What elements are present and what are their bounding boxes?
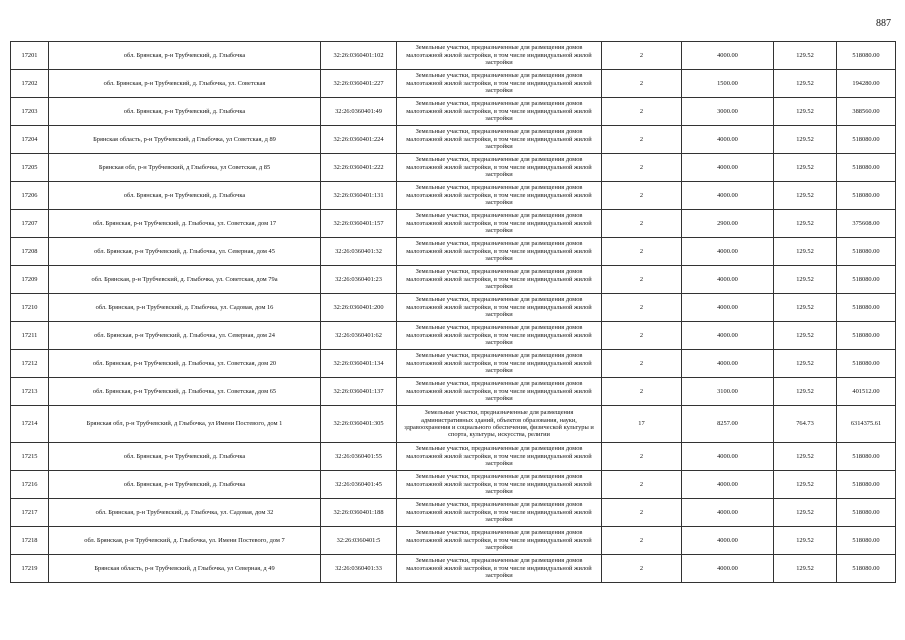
specific-value-cell: 129.52 xyxy=(774,443,837,471)
specific-value-cell: 129.52 xyxy=(774,238,837,266)
group-code-cell: 2 xyxy=(602,322,682,350)
cadastral-value-cell: 194280.00 xyxy=(837,70,896,98)
specific-value-cell: 129.52 xyxy=(774,527,837,555)
group-code-cell: 2 xyxy=(602,210,682,238)
cadastral-number-cell: 32:26:0360401:102 xyxy=(321,42,397,70)
table-row xyxy=(11,350,896,378)
table-row xyxy=(11,378,896,406)
cadastral-number-cell: 32:26:0360401:32 xyxy=(321,238,397,266)
row-id-cell: 17213 xyxy=(11,378,49,406)
table-row xyxy=(11,70,896,98)
table-row xyxy=(11,210,896,238)
group-code-cell: 2 xyxy=(602,154,682,182)
specific-value-cell: 129.52 xyxy=(774,294,837,322)
address-cell: Брянская область, р-н Трубчевский, д Глыбочка, ул Северная, д 49 xyxy=(49,555,321,583)
page-number: 887 xyxy=(876,18,891,29)
cadastral-number-cell: 32:26:0360401:45 xyxy=(321,471,397,499)
group-code-cell: 2 xyxy=(602,499,682,527)
specific-value-cell: 129.52 xyxy=(774,322,837,350)
row-id-cell: 17219 xyxy=(11,555,49,583)
address-cell: обл. Брянская, р-н Трубчевский, д. Глыбочка, ул. Садовая, дом 32 xyxy=(49,499,321,527)
cadastral-value-cell: 518080.00 xyxy=(837,322,896,350)
cadastral-value-cell: 518080.00 xyxy=(837,154,896,182)
land-use-cell: Земельные участки, предназначенные для размещения административных зданий, объектов образования, науки, здравоохранения и социального обеспечения, физической культуры и спорта, культуры, искусства, религии xyxy=(397,406,602,443)
cadastral-value-cell: 518080.00 xyxy=(837,527,896,555)
land-use-cell: Земельные участки, предназначенные для размещения домов малоэтажной жилой застройки, в том числе индивидуальной жилой застройки xyxy=(397,70,602,98)
group-code-cell: 2 xyxy=(602,294,682,322)
specific-value-cell: 129.52 xyxy=(774,471,837,499)
cadastral-number-cell: 32:26:0360401:62 xyxy=(321,322,397,350)
land-use-cell: Земельные участки, предназначенные для размещения домов малоэтажной жилой застройки, в том числе индивидуальной жилой застройки xyxy=(397,238,602,266)
row-id-cell: 17203 xyxy=(11,98,49,126)
cadastral-number-cell: 32:26:0360401:200 xyxy=(321,294,397,322)
cadastral-number-cell: 32:26:0360401:305 xyxy=(321,406,397,443)
specific-value-cell: 129.52 xyxy=(774,182,837,210)
row-id-cell: 17202 xyxy=(11,70,49,98)
specific-value-cell: 129.52 xyxy=(774,126,837,154)
land-use-cell: Земельные участки, предназначенные для размещения домов малоэтажной жилой застройки, в том числе индивидуальной жилой застройки xyxy=(397,126,602,154)
cadastral-value-cell: 388560.00 xyxy=(837,98,896,126)
land-use-cell: Земельные участки, предназначенные для размещения домов малоэтажной жилой застройки, в том числе индивидуальной жилой застройки xyxy=(397,499,602,527)
address-cell: обл. Брянская, р-н Трубчевский, д. Глыбочка xyxy=(49,471,321,499)
row-id-cell: 17217 xyxy=(11,499,49,527)
address-cell: обл. Брянская, р-н Трубчевский, д. Глыбочка xyxy=(49,42,321,70)
group-code-cell: 2 xyxy=(602,98,682,126)
land-use-cell: Земельные участки, предназначенные для размещения домов малоэтажной жилой застройки, в том числе индивидуальной жилой застройки xyxy=(397,378,602,406)
cadastral-value-cell: 518080.00 xyxy=(837,266,896,294)
address-cell: обл. Брянская, р-н Трубчевский, д. Глыбочка, ул. Садовая, дом 16 xyxy=(49,294,321,322)
cadastral-value-cell: 401512.00 xyxy=(837,378,896,406)
table-row xyxy=(11,126,896,154)
area-cell: 4000.00 xyxy=(682,294,774,322)
cadastral-value-cell: 518080.00 xyxy=(837,294,896,322)
area-cell: 4000.00 xyxy=(682,238,774,266)
area-cell: 3100.00 xyxy=(682,378,774,406)
address-cell: обл. Брянская, р-н Трубчевский, д. Глыбочка, ул. Советская xyxy=(49,70,321,98)
table-row xyxy=(11,406,896,443)
group-code-cell: 2 xyxy=(602,126,682,154)
specific-value-cell: 129.52 xyxy=(774,154,837,182)
table-row xyxy=(11,471,896,499)
cadastral-value-cell: 518080.00 xyxy=(837,499,896,527)
area-cell: 4000.00 xyxy=(682,443,774,471)
row-id-cell: 17215 xyxy=(11,443,49,471)
cadastral-value-table xyxy=(10,41,896,583)
cadastral-number-cell: 32:26:0360401:137 xyxy=(321,378,397,406)
group-code-cell: 2 xyxy=(602,350,682,378)
group-code-cell: 2 xyxy=(602,266,682,294)
area-cell: 4000.00 xyxy=(682,471,774,499)
cadastral-value-cell: 375608.00 xyxy=(837,210,896,238)
area-cell: 1500.00 xyxy=(682,70,774,98)
specific-value-cell: 129.52 xyxy=(774,555,837,583)
specific-value-cell: 764.73 xyxy=(774,406,837,443)
table-row xyxy=(11,182,896,210)
area-cell: 4000.00 xyxy=(682,322,774,350)
row-id-cell: 17216 xyxy=(11,471,49,499)
specific-value-cell: 129.52 xyxy=(774,499,837,527)
land-use-cell: Земельные участки, предназначенные для размещения домов малоэтажной жилой застройки, в том числе индивидуальной жилой застройки xyxy=(397,443,602,471)
area-cell: 4000.00 xyxy=(682,126,774,154)
cadastral-number-cell: 32:26:0360401:227 xyxy=(321,70,397,98)
cadastral-value-cell: 518080.00 xyxy=(837,555,896,583)
cadastral-value-cell: 6314375.61 xyxy=(837,406,896,443)
cadastral-number-cell: 32:26:0360401:55 xyxy=(321,443,397,471)
cadastral-number-cell: 32:26:0360401:33 xyxy=(321,555,397,583)
land-use-cell: Земельные участки, предназначенные для размещения домов малоэтажной жилой застройки, в том числе индивидуальной жилой застройки xyxy=(397,350,602,378)
address-cell: обл. Брянская, р-н Трубчевский, д. Глыбочка, ул. Советская, дом 65 xyxy=(49,378,321,406)
row-id-cell: 17208 xyxy=(11,238,49,266)
address-cell: обл. Брянская, р-н Трубчевский, д. Глыбочка, ул. Советская, дом 17 xyxy=(49,210,321,238)
area-cell: 4000.00 xyxy=(682,527,774,555)
cadastral-value-cell: 518080.00 xyxy=(837,42,896,70)
table-row xyxy=(11,98,896,126)
specific-value-cell: 129.52 xyxy=(774,378,837,406)
cadastral-number-cell: 32:26:0360401:134 xyxy=(321,350,397,378)
row-id-cell: 17212 xyxy=(11,350,49,378)
row-id-cell: 17204 xyxy=(11,126,49,154)
specific-value-cell: 129.52 xyxy=(774,350,837,378)
specific-value-cell: 129.52 xyxy=(774,98,837,126)
table-row xyxy=(11,154,896,182)
land-use-cell: Земельные участки, предназначенные для размещения домов малоэтажной жилой застройки, в том числе индивидуальной жилой застройки xyxy=(397,555,602,583)
row-id-cell: 17210 xyxy=(11,294,49,322)
address-cell: обл. Брянская, р-н Трубчевский, д. Глыбочка xyxy=(49,182,321,210)
specific-value-cell: 129.52 xyxy=(774,42,837,70)
cadastral-number-cell: 32:26:0360401:49 xyxy=(321,98,397,126)
table-row xyxy=(11,527,896,555)
cadastral-value-cell: 518080.00 xyxy=(837,471,896,499)
specific-value-cell: 129.52 xyxy=(774,70,837,98)
table-row xyxy=(11,42,896,70)
table-row xyxy=(11,443,896,471)
group-code-cell: 2 xyxy=(602,182,682,210)
cadastral-value-cell: 518080.00 xyxy=(837,350,896,378)
specific-value-cell: 129.52 xyxy=(774,210,837,238)
cadastral-value-cell: 518080.00 xyxy=(837,238,896,266)
land-use-cell: Земельные участки, предназначенные для размещения домов малоэтажной жилой застройки, в том числе индивидуальной жилой застройки xyxy=(397,182,602,210)
table-row xyxy=(11,499,896,527)
group-code-cell: 2 xyxy=(602,555,682,583)
specific-value-cell: 129.52 xyxy=(774,266,837,294)
land-use-cell: Земельные участки, предназначенные для размещения домов малоэтажной жилой застройки, в том числе индивидуальной жилой застройки xyxy=(397,154,602,182)
cadastral-number-cell: 32:26:0360401:188 xyxy=(321,499,397,527)
row-id-cell: 17201 xyxy=(11,42,49,70)
land-use-cell: Земельные участки, предназначенные для размещения домов малоэтажной жилой застройки, в том числе индивидуальной жилой застройки xyxy=(397,294,602,322)
row-id-cell: 17218 xyxy=(11,527,49,555)
address-cell: Брянская обл, р-н Трубчевский, д Глыбочка, ул Советская, д 85 xyxy=(49,154,321,182)
cadastral-number-cell: 32:26:0360401:157 xyxy=(321,210,397,238)
cadastral-number-cell: 32:26:0360401:5 xyxy=(321,527,397,555)
area-cell: 4000.00 xyxy=(682,555,774,583)
address-cell: обл. Брянская, р-н Трубчевский, д. Глыбочка, ул. Северная, дом 45 xyxy=(49,238,321,266)
row-id-cell: 17206 xyxy=(11,182,49,210)
address-cell: Брянская обл, р-н Трубчевский, д Глыбочка, ул Имени Постевого, дом 1 xyxy=(49,406,321,443)
table-row xyxy=(11,555,896,583)
address-cell: обл. Брянская, р-н Трубчевский, д. Глыбочка xyxy=(49,98,321,126)
table-row xyxy=(11,322,896,350)
land-use-cell: Земельные участки, предназначенные для размещения домов малоэтажной жилой застройки, в том числе индивидуальной жилой застройки xyxy=(397,210,602,238)
address-cell: обл. Брянская, р-н Трубчевский, д. Глыбочка, ул. Имени Постевого, дом 7 xyxy=(49,527,321,555)
address-cell: обл. Брянская, р-н Трубчевский, д. Глыбочка xyxy=(49,443,321,471)
land-use-cell: Земельные участки, предназначенные для размещения домов малоэтажной жилой застройки, в том числе индивидуальной жилой застройки xyxy=(397,42,602,70)
address-cell: Брянская область, р-н Трубчевский, д Глыбочка, ул Советская, д 89 xyxy=(49,126,321,154)
address-cell: обл. Брянская, р-н Трубчевский, д. Глыбочка, ул. Северная, дом 24 xyxy=(49,322,321,350)
area-cell: 4000.00 xyxy=(682,154,774,182)
area-cell: 4000.00 xyxy=(682,182,774,210)
table-row xyxy=(11,294,896,322)
group-code-cell: 2 xyxy=(602,471,682,499)
row-id-cell: 17207 xyxy=(11,210,49,238)
table-row xyxy=(11,266,896,294)
land-use-cell: Земельные участки, предназначенные для размещения домов малоэтажной жилой застройки, в том числе индивидуальной жилой застройки xyxy=(397,98,602,126)
area-cell: 2900.00 xyxy=(682,210,774,238)
group-code-cell: 2 xyxy=(602,42,682,70)
group-code-cell: 2 xyxy=(602,527,682,555)
cadastral-number-cell: 32:26:0360401:222 xyxy=(321,154,397,182)
cadastral-value-cell: 518080.00 xyxy=(837,182,896,210)
address-cell: обл. Брянская, р-н Трубчевский, д. Глыбочка, ул. Советская, дом 20 xyxy=(49,350,321,378)
area-cell: 4000.00 xyxy=(682,499,774,527)
land-use-cell: Земельные участки, предназначенные для размещения домов малоэтажной жилой застройки, в том числе индивидуальной жилой застройки xyxy=(397,527,602,555)
cadastral-value-cell: 518080.00 xyxy=(837,443,896,471)
row-id-cell: 17211 xyxy=(11,322,49,350)
area-cell: 8257.00 xyxy=(682,406,774,443)
group-code-cell: 2 xyxy=(602,70,682,98)
group-code-cell: 2 xyxy=(602,443,682,471)
area-cell: 4000.00 xyxy=(682,42,774,70)
row-id-cell: 17205 xyxy=(11,154,49,182)
cadastral-number-cell: 32:26:0360401:131 xyxy=(321,182,397,210)
address-cell: обл. Брянская, р-н Трубчевский, д. Глыбочка, ул. Советская, дом 79а xyxy=(49,266,321,294)
table-body xyxy=(11,42,896,583)
cadastral-value-cell: 518080.00 xyxy=(837,126,896,154)
land-use-cell: Земельные участки, предназначенные для размещения домов малоэтажной жилой застройки, в том числе индивидуальной жилой застройки xyxy=(397,471,602,499)
land-use-cell: Земельные участки, предназначенные для размещения домов малоэтажной жилой застройки, в том числе индивидуальной жилой застройки xyxy=(397,266,602,294)
row-id-cell: 17214 xyxy=(11,406,49,443)
cadastral-number-cell: 32:26:0360401:224 xyxy=(321,126,397,154)
cadastral-number-cell: 32:26:0360401:23 xyxy=(321,266,397,294)
area-cell: 3000.00 xyxy=(682,98,774,126)
land-use-cell: Земельные участки, предназначенные для размещения домов малоэтажной жилой застройки, в том числе индивидуальной жилой застройки xyxy=(397,322,602,350)
area-cell: 4000.00 xyxy=(682,350,774,378)
group-code-cell: 17 xyxy=(602,406,682,443)
group-code-cell: 2 xyxy=(602,378,682,406)
group-code-cell: 2 xyxy=(602,238,682,266)
table-row xyxy=(11,238,896,266)
row-id-cell: 17209 xyxy=(11,266,49,294)
area-cell: 4000.00 xyxy=(682,266,774,294)
